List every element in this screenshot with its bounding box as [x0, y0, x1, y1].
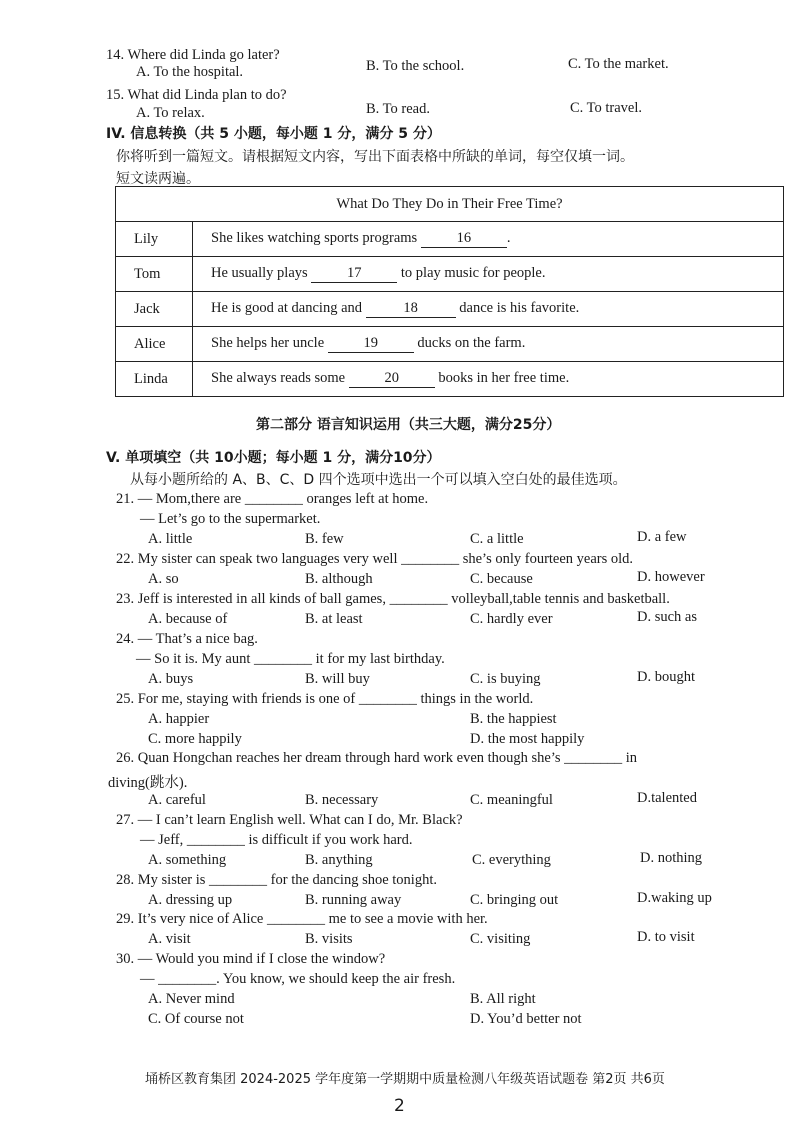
row-sentence: She always reads some 20 books in her free time. — [193, 362, 784, 397]
question-21-reply: — Let’s go to the supermarket. — [140, 511, 321, 527]
q14-option-b: B. To the school. — [366, 58, 465, 74]
q22-option-c: C. because — [470, 571, 533, 587]
row-name: Jack — [116, 292, 193, 327]
q21-option-b: B. few — [305, 531, 344, 547]
q23-option-c: C. hardly ever — [470, 611, 553, 627]
q30-option-c: C. Of course not — [148, 1011, 244, 1027]
row-sentence: She helps her uncle 19 ducks on the farm. — [193, 327, 784, 362]
blank-20[interactable]: 20 — [349, 370, 435, 388]
q27-option-c: C. everything — [472, 852, 551, 868]
q30-option-b: B. All right — [470, 991, 536, 1007]
question-23: 23. Jeff is interested in all kinds of ball games, ________ volleyball,table tennis and basketball. — [116, 591, 670, 607]
q29-option-b: B. visits — [305, 931, 353, 947]
q26-option-c: C. meaningful — [470, 792, 553, 808]
blank-16[interactable]: 16 — [421, 230, 507, 248]
q14-option-a: A. To the hospital. — [136, 64, 244, 80]
section-4-heading: IV. 信息转换（共 5 小题，每小题 1 分，满分 5 分） — [106, 126, 441, 142]
row-name: Linda — [116, 362, 193, 397]
q28-option-a: A. dressing up — [148, 892, 233, 908]
q14-option-c: C. To the market. — [568, 56, 669, 72]
row-name: Tom — [116, 257, 193, 292]
section-5-heading: V. 单项填空（共 10小题；每小题 1 分，满分10分） — [106, 450, 441, 466]
q28-option-c: C. bringing out — [470, 892, 559, 908]
q27-option-d: D. nothing — [640, 850, 703, 866]
row-sentence: She likes watching sports programs 16 . — [193, 222, 784, 257]
question-24: 24. — That’s a nice bag. — [116, 631, 258, 647]
question-28: 28. My sister is ________ for the dancing shoe tonight. — [116, 872, 437, 888]
table-row — [116, 327, 784, 362]
table-row — [116, 222, 784, 257]
question-15: 15. What did Linda plan to do? — [106, 87, 287, 103]
q22-option-a: A. so — [148, 571, 179, 587]
question-29: 29. It’s very nice of Alice ________ me to see a movie with her. — [116, 911, 488, 927]
question-26: 26. Quan Hongchan reaches her dream through hard work even though she’s ________ in — [116, 750, 638, 766]
question-22: 22. My sister can speak two languages very well ________ she’s only fourteen years old. — [116, 551, 634, 567]
q24-option-c: C. is buying — [470, 671, 541, 687]
q29-option-d: D. to visit — [637, 929, 695, 945]
blank-17[interactable]: 17 — [311, 265, 397, 283]
q25-option-b: B. the happiest — [470, 711, 557, 727]
table-row — [116, 362, 784, 397]
section-4-instruction-2: 短文读两遍。 — [116, 171, 200, 187]
q25-option-c: C. more happily — [148, 731, 242, 747]
q26-option-d: D.talented — [637, 790, 697, 806]
q23-option-a: A. because of — [148, 611, 228, 627]
question-30-reply: — ________. You know, we should keep the air fresh. — [140, 971, 456, 987]
blank-18[interactable]: 18 — [366, 300, 456, 318]
info-table — [115, 186, 784, 397]
question-27-reply: — Jeff, ________ is difficult if you work hard. — [140, 832, 413, 848]
q24-option-b: B. will buy — [305, 671, 370, 687]
section-5-instruction: 从每小题所给的 A、B、C、D 四个选项中选出一个可以填入空白处的最佳选项。 — [130, 472, 627, 488]
question-30: 30. — Would you mind if I close the window? — [116, 951, 386, 967]
page-footer: 埇桥区教育集团 2024-2025 学年度第一学期期中质量检测八年级英语试题卷 第2页 共6页 — [145, 1072, 665, 1087]
question-25: 25. For me, staying with friends is one of ________ things in the world. — [116, 691, 534, 707]
row-sentence: He is good at dancing and 18 dance is his favorite. — [193, 292, 784, 327]
q26-option-a: A. careful — [148, 792, 206, 808]
q23-option-b: B. at least — [305, 611, 363, 627]
row-name: Lily — [116, 222, 193, 257]
q28-option-b: B. running away — [305, 892, 402, 908]
question-24-reply: — So it is. My aunt ________ it for my last birthday. — [136, 651, 445, 667]
q23-option-d: D. such as — [637, 609, 698, 625]
q29-option-c: C. visiting — [470, 931, 531, 947]
q21-option-d: D. a few — [637, 529, 687, 545]
q15-option-b: B. To read. — [366, 101, 430, 117]
q21-option-a: A. little — [148, 531, 193, 547]
blank-19[interactable]: 19 — [328, 335, 414, 353]
page-number: 2 — [394, 1096, 405, 1116]
q30-option-d: D. You’d better not — [470, 1011, 582, 1027]
q21-option-c: C. a little — [470, 531, 524, 547]
question-14: 14. Where did Linda go later? — [106, 47, 280, 63]
q22-option-d: D. however — [637, 569, 705, 585]
q15-option-a: A. To relax. — [136, 105, 205, 121]
q30-option-a: A. Never mind — [148, 991, 235, 1007]
row-name: Alice — [116, 327, 193, 362]
row-sentence: He usually plays 17 to play music for people. — [193, 257, 784, 292]
q27-option-b: B. anything — [305, 852, 373, 868]
part-2-title: 第二部分 语言知识运用（共三大题，满分25分） — [256, 417, 561, 433]
table-row — [116, 257, 784, 292]
q26-option-b: B. necessary — [305, 792, 379, 808]
q25-option-a: A. happier — [148, 711, 210, 727]
q15-option-c: C. To travel. — [570, 100, 643, 116]
q27-option-a: A. something — [148, 852, 227, 868]
q25-option-d: D. the most happily — [470, 731, 585, 747]
question-21: 21. — Mom,there are ________ oranges left at home. — [116, 491, 429, 507]
q24-option-a: A. buys — [148, 671, 194, 687]
table-title: What Do They Do in Their Free Time? — [116, 187, 784, 222]
question-27: 27. — I can’t learn English well. What can I do, Mr. Black? — [116, 812, 463, 828]
q24-option-d: D. bought — [637, 669, 695, 685]
q22-option-b: B. although — [305, 571, 373, 587]
q28-option-d: D.waking up — [637, 890, 712, 906]
section-4-instruction: 你将听到一篇短文。请根据短文内容，写出下面表格中所缺的单词，每空仅填一词。 — [116, 149, 634, 165]
q29-option-a: A. visit — [148, 931, 191, 947]
question-26-cont: diving(跳水). — [108, 775, 188, 791]
table-row — [116, 292, 784, 327]
